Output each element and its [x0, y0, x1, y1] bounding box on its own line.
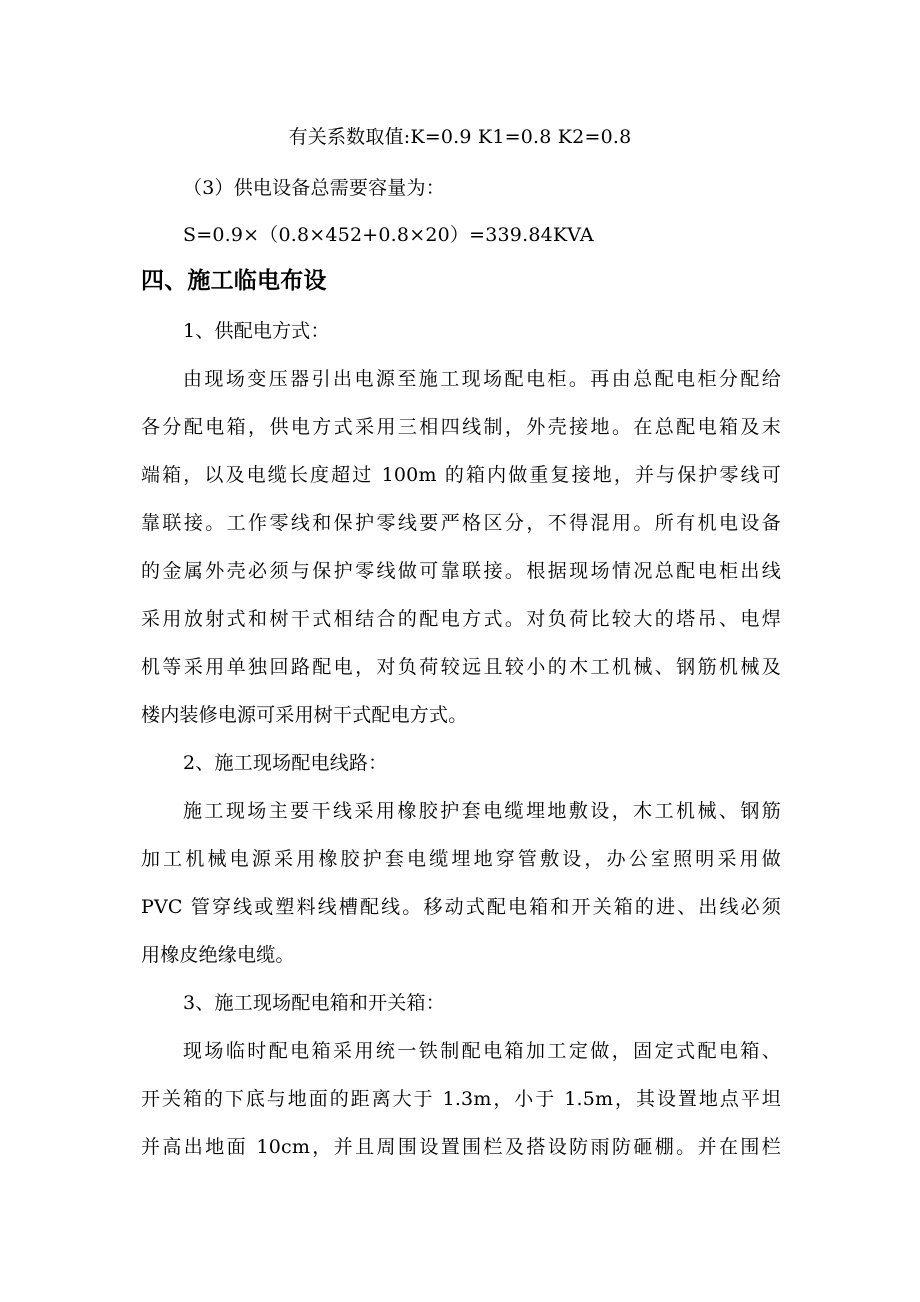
- para-3-line: 现场临时配电箱采用统一铁制配电箱加工定做，固定式配电箱、: [183, 1040, 781, 1062]
- item-3-capacity: （3）供电设备总需要容量为：: [183, 177, 445, 199]
- para-1-line: 各分配电箱，供电方式采用三相四线制，外壳接地。在总配电箱及末: [141, 416, 781, 438]
- para-1-line: 靠联接。工作零线和保护零线要严格区分，不得混用。所有机电设备: [141, 512, 781, 534]
- section-heading: 四、施工临电布设: [141, 268, 327, 294]
- para-1-line: 采用放射式和树干式相结合的配电方式。对负荷比较大的塔吊、电焊: [141, 608, 781, 630]
- coefficient-values: 有关系数取值:K=0.9 K1=0.8 K2=0.8: [288, 126, 632, 148]
- para-1-line: 的金属外壳必须与保护零线做可靠联接。根据现场情况总配电柜出线: [141, 560, 781, 582]
- para-2-line: 施工现场主要干线采用橡胶护套电缆埋地敷设，木工机械、钢筋: [183, 800, 781, 822]
- subsection-3-title: 3、施工现场配电箱和开关箱：: [183, 992, 445, 1014]
- para-3-line: 并高出地面 10cm，并且周围设置围栏及搭设防雨防砸棚。并在围栏: [141, 1136, 781, 1158]
- subsection-2-title: 2、施工现场配电线路：: [183, 752, 388, 774]
- para-2-line: 加工机械电源采用橡胶护套电缆埋地穿管敷设，办公室照明采用做: [141, 848, 781, 870]
- para-1-line: 端箱，以及电缆长度超过 100m 的箱内做重复接地，并与保护零线可: [141, 464, 781, 486]
- para-1-line: 机等采用单独回路配电，对负荷较远且较小的木工机械、钢筋机械及: [141, 656, 781, 678]
- para-1-line: 楼内装修电源可采用树干式配电方式。: [141, 704, 468, 726]
- para-2-line: PVC 管穿线或塑料线槽配线。移动式配电箱和开关箱的进、出线必须: [141, 896, 781, 918]
- subsection-1-title: 1、供配电方式：: [183, 320, 330, 342]
- para-3-line: 开关箱的下底与地面的距离大于 1.3m，小于 1.5m，其设置地点平坦: [141, 1088, 781, 1110]
- para-2-line: 用橡皮绝缘电缆。: [141, 944, 295, 966]
- capacity-formula: S=0.9×（0.8×452+0.8×20）=339.84KVA: [183, 224, 594, 246]
- para-1-line: 由现场变压器引出电源至施工现场配电柜。再由总配电柜分配给: [183, 368, 781, 390]
